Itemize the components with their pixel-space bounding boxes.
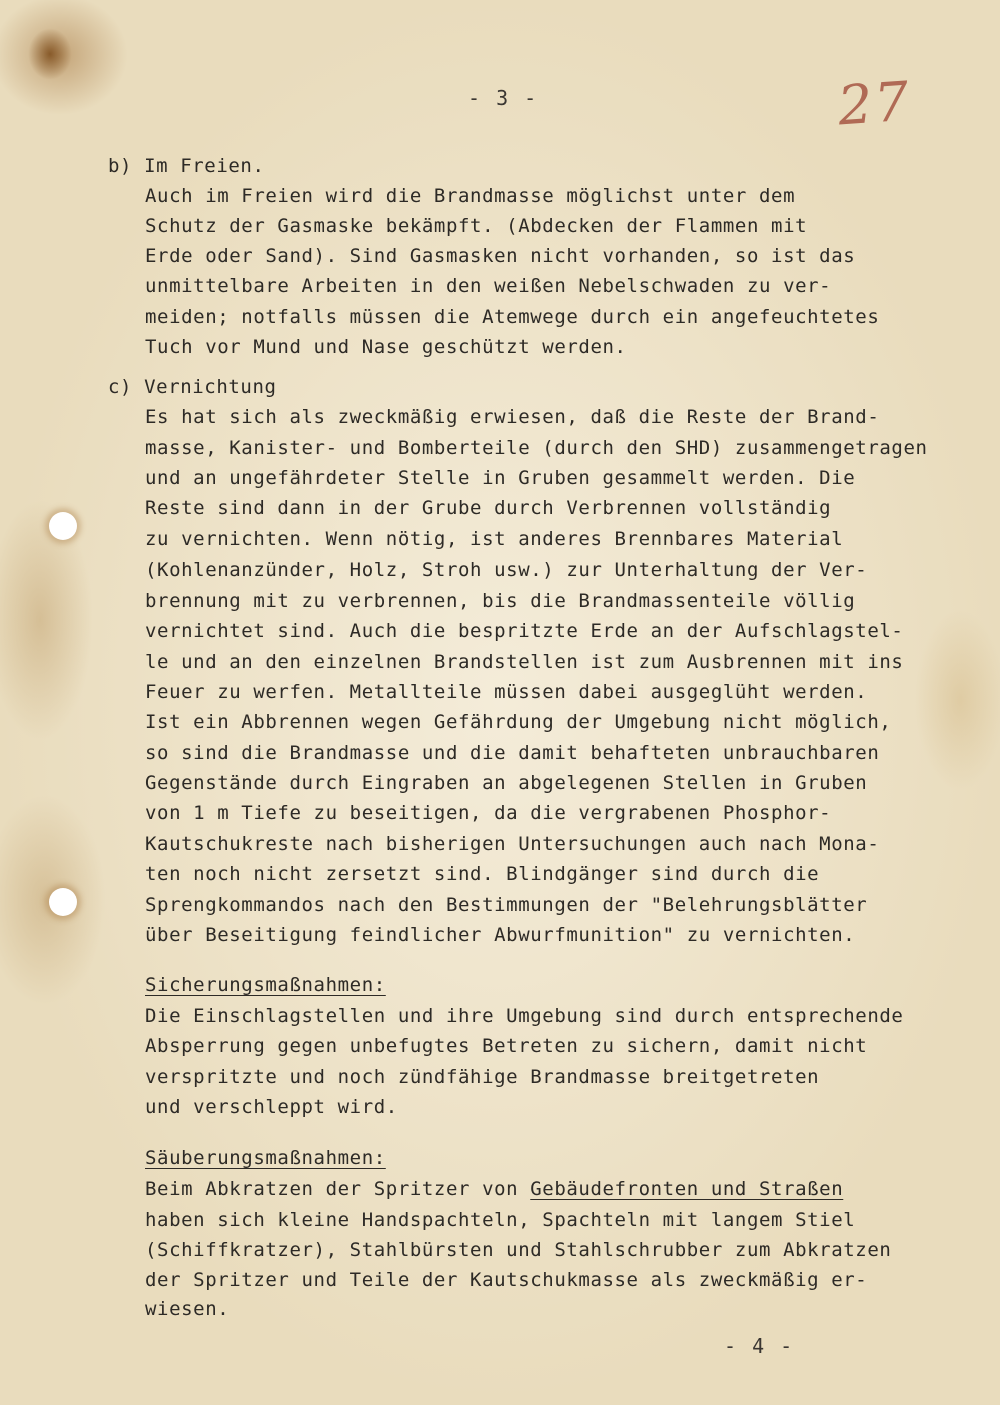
section-c-line: (Kohlenanzünder, Holz, Stroh usw.) zur Unterhaltung der Ver- bbox=[145, 559, 868, 581]
section-c-line: und an ungefährdeter Stelle in Gruben gesammelt werden. Die bbox=[145, 467, 856, 489]
section-c-line: zu vernichten. Wenn nötig, ist anderes Brennbares Material bbox=[145, 528, 844, 550]
section-c-line: über Beseitigung feindlicher Abwurfmunition" zu vernichten. bbox=[145, 924, 856, 946]
section-c-label: c) Vernichtung bbox=[108, 376, 277, 398]
section-b-line: Erde oder Sand). Sind Gasmasken nicht vorhanden, so ist das bbox=[145, 245, 856, 267]
saeuberung-heading: Säuberungsmaßnahmen: bbox=[145, 1147, 386, 1169]
saeuberung-line: haben sich kleine Handspachteln, Spachteln mit langem Stiel bbox=[145, 1209, 856, 1231]
next-page-marker: - 4 - bbox=[724, 1334, 795, 1358]
section-c-line: Kautschukreste nach bisherigen Untersuchungen auch nach Mona- bbox=[145, 833, 880, 855]
section-c-line: so sind die Brandmasse und die damit behafteten unbrauchbaren bbox=[145, 742, 880, 764]
burn-mark bbox=[28, 28, 72, 80]
section-c-line: masse, Kanister- und Bomberteile (durch den SHD) zusammengetragen bbox=[145, 437, 928, 459]
saeuberung-line: wiesen. bbox=[145, 1298, 230, 1320]
section-b-label: b) Im Freien. bbox=[108, 155, 265, 177]
sicherung-line: verspritzte und noch zündfähige Brandmasse breitgetreten bbox=[145, 1066, 820, 1088]
section-c-line: Sprengkommandos nach den Bestimmungen der "Belehrungsblätter bbox=[145, 894, 868, 916]
section-c-line: vernichtet sind. Auch die bespritzte Erde an der Aufschlagstel- bbox=[145, 620, 904, 642]
sicherung-line: Die Einschlagstellen und ihre Umgebung sind durch entsprechende bbox=[145, 1005, 904, 1027]
saeuberung-line bbox=[145, 1180, 843, 1199]
punch-hole-bottom bbox=[49, 888, 77, 916]
sicherung-heading: Sicherungsmaßnahmen: bbox=[145, 974, 386, 996]
section-b-line: unmittelbare Arbeiten in den weißen Nebelschwaden zu ver- bbox=[145, 275, 832, 297]
saeuberung-line: (Schiffkratzer), Stahlbürsten und Stahlschrubber zum Abkratzen bbox=[145, 1239, 892, 1261]
section-c-line: Es hat sich als zweckmäßig erwiesen, daß die Reste der Brand- bbox=[145, 406, 880, 428]
saeuberung-first-line-text: Beim Abkratzen der Spritzer von bbox=[145, 1178, 531, 1200]
saeuberung-line: der Spritzer und Teile der Kautschukmasse als zweckmäßig er- bbox=[145, 1269, 868, 1291]
section-b-line: Schutz der Gasmaske bekämpft. (Abdecken der Flammen mit bbox=[145, 215, 808, 237]
section-b-line: meiden; notfalls müssen die Atemwege durch ein angefeuchtetes bbox=[145, 306, 880, 328]
sicherung-line: Absperrung gegen unbefugtes Betreten zu sichern, damit nicht bbox=[145, 1035, 868, 1057]
section-c-line: Reste sind dann in der Grube durch Verbrennen vollständig bbox=[145, 497, 832, 519]
page-number: - 3 - bbox=[468, 86, 539, 110]
sicherung-line: und verschleppt wird. bbox=[145, 1096, 398, 1118]
punch-hole-top bbox=[49, 512, 77, 540]
section-c-line: le und an den einzelnen Brandstellen ist zum Ausbrennen mit ins bbox=[145, 651, 904, 673]
handwritten-folio-number: 27 bbox=[835, 69, 913, 138]
section-b-line: Tuch vor Mund und Nase geschützt werden. bbox=[145, 336, 627, 358]
section-c-line: Feuer zu werfen. Metallteile müssen dabei ausgeglüht werden. bbox=[145, 681, 868, 703]
section-c-line: Gegenstände durch Eingraben an abgelegenen Stellen in Gruben bbox=[145, 772, 868, 794]
section-c-line: von 1 m Tiefe zu beseitigen, da die vergrabenen Phosphor- bbox=[145, 802, 832, 824]
saeuberung-underlined-phrase: Gebäudefronten und Straßen bbox=[530, 1178, 844, 1200]
section-b-line: Auch im Freien wird die Brandmasse möglichst unter dem bbox=[145, 185, 796, 207]
section-c-line: brennung mit zu verbrennen, bis die Brandmassenteile völlig bbox=[145, 590, 856, 612]
section-c-line: Ist ein Abbrennen wegen Gefährdung der Umgebung nicht möglich, bbox=[145, 711, 892, 733]
section-c-line: ten noch nicht zersetzt sind. Blindgänger sind durch die bbox=[145, 863, 820, 885]
